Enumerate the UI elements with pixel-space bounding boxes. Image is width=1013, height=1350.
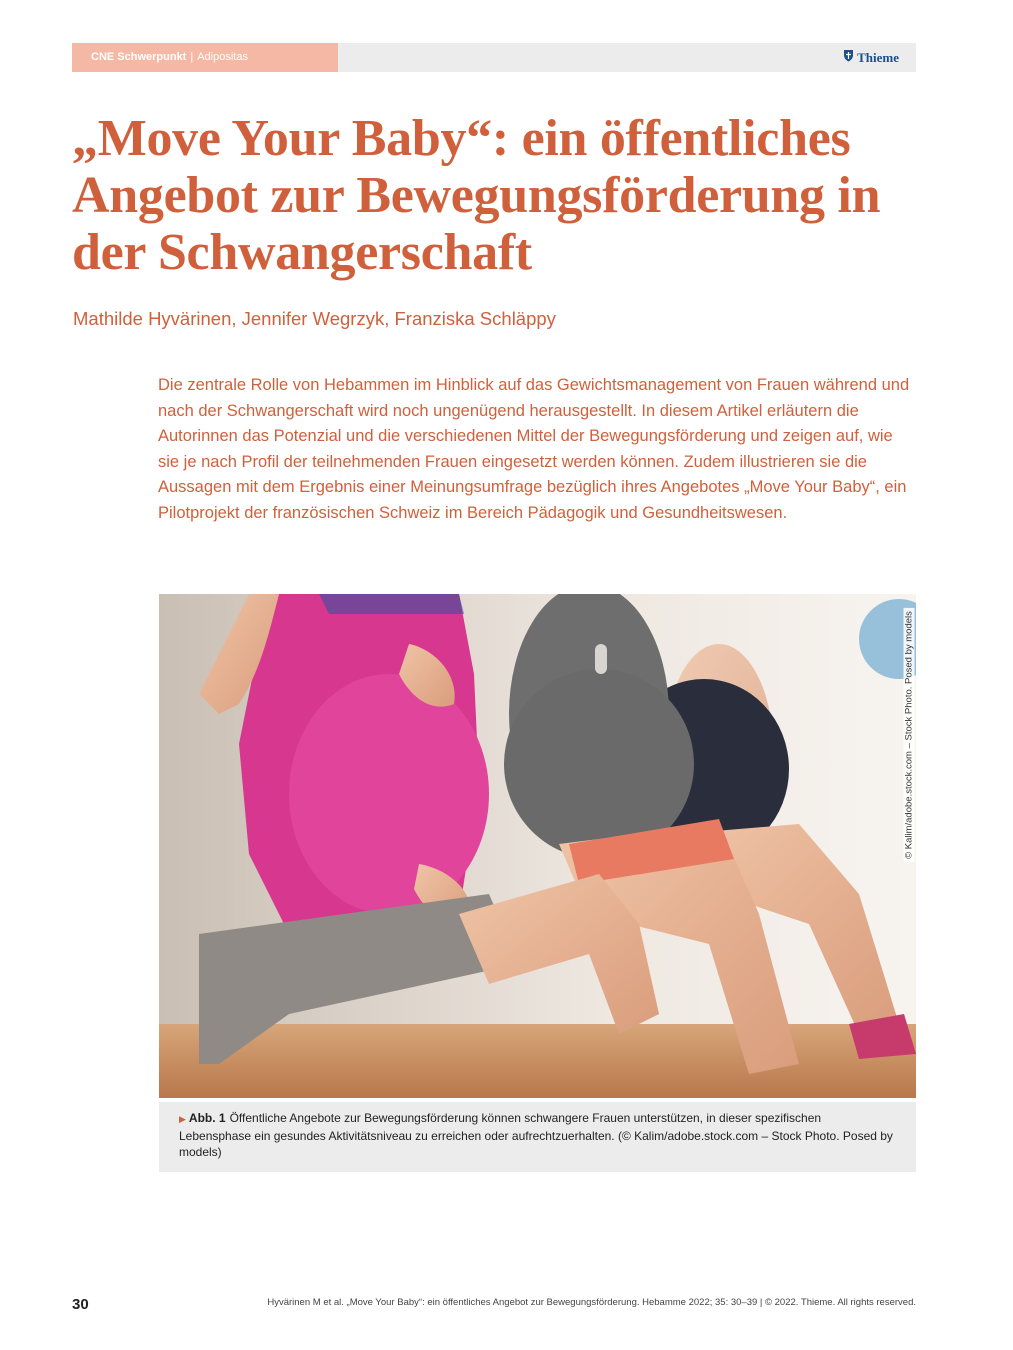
article-abstract: Die zentrale Rolle von Hebammen im Hinblick auf das Gewichtsmanagement von Frauen während und nach der Schwangerschaft wird noch ungenügend herausgestellt. In diesem Artikel erläutern die Autorinnen das Potenzial und die verschiedenen Mittel der Bewegungsförderung und zeigen auf, wie sie je nach Profil der teilnehmenden Frauen eingesetzt werden können. Zudem illustrieren sie die Aussagen mit dem Ergebnis einer Meinungsumfrage bezüglich ihres Angebotes „Move Your Baby“, ein Pilotprojekt der französischen Schweiz im Bereich Pädagogik und Gesundheitswesen. bbox=[158, 376, 910, 522]
caption-label: Abb. 1 bbox=[188, 1111, 226, 1125]
photo-credit-text: © Kalim/adobe.stock.com – Stock Photo. Posed by models bbox=[903, 608, 914, 862]
section-separator: | bbox=[190, 51, 194, 63]
section-name: CNE Schwerpunkt bbox=[91, 51, 187, 63]
section-tag bbox=[72, 43, 338, 72]
footer-citation: Hyvärinen M et al. „Move Your Baby“: ein öffentliches Angebot zur Bewegungsförderung. Hebamme 2022; 35: 30–39 | © 2022. Thieme. All rights reserved. bbox=[267, 1297, 916, 1308]
publisher-name: Thieme bbox=[857, 49, 899, 65]
article-title: „Move Your Baby“: ein öffentliches Angebot zur Bewegungsförderung in der Schwangerschaft bbox=[72, 110, 881, 281]
thieme-logo-icon bbox=[843, 49, 854, 66]
publisher-logo bbox=[843, 43, 899, 72]
section-topic: Adipositas bbox=[197, 51, 248, 63]
caption-text: Öffentliche Angebote zur Bewegungsförderung können schwangere Frauen unterstützen, in dieser spezifischen Lebensphase ein gesundes Aktivitätsniveau zu erreichen oder aufrechtzuerhalten. (© Kalim/adobe.stock.com – Stock Photo. Posed by models) bbox=[179, 1111, 893, 1159]
figure-caption bbox=[159, 1102, 916, 1172]
caption-arrow-icon: ▶ bbox=[179, 1114, 186, 1124]
article-authors: Mathilde Hyvärinen, Jennifer Wegrzyk, Franziska Schläppy bbox=[73, 308, 556, 329]
photo-credit bbox=[902, 600, 915, 870]
page-number: 30 bbox=[72, 1296, 89, 1313]
figure-photo bbox=[159, 594, 916, 1098]
